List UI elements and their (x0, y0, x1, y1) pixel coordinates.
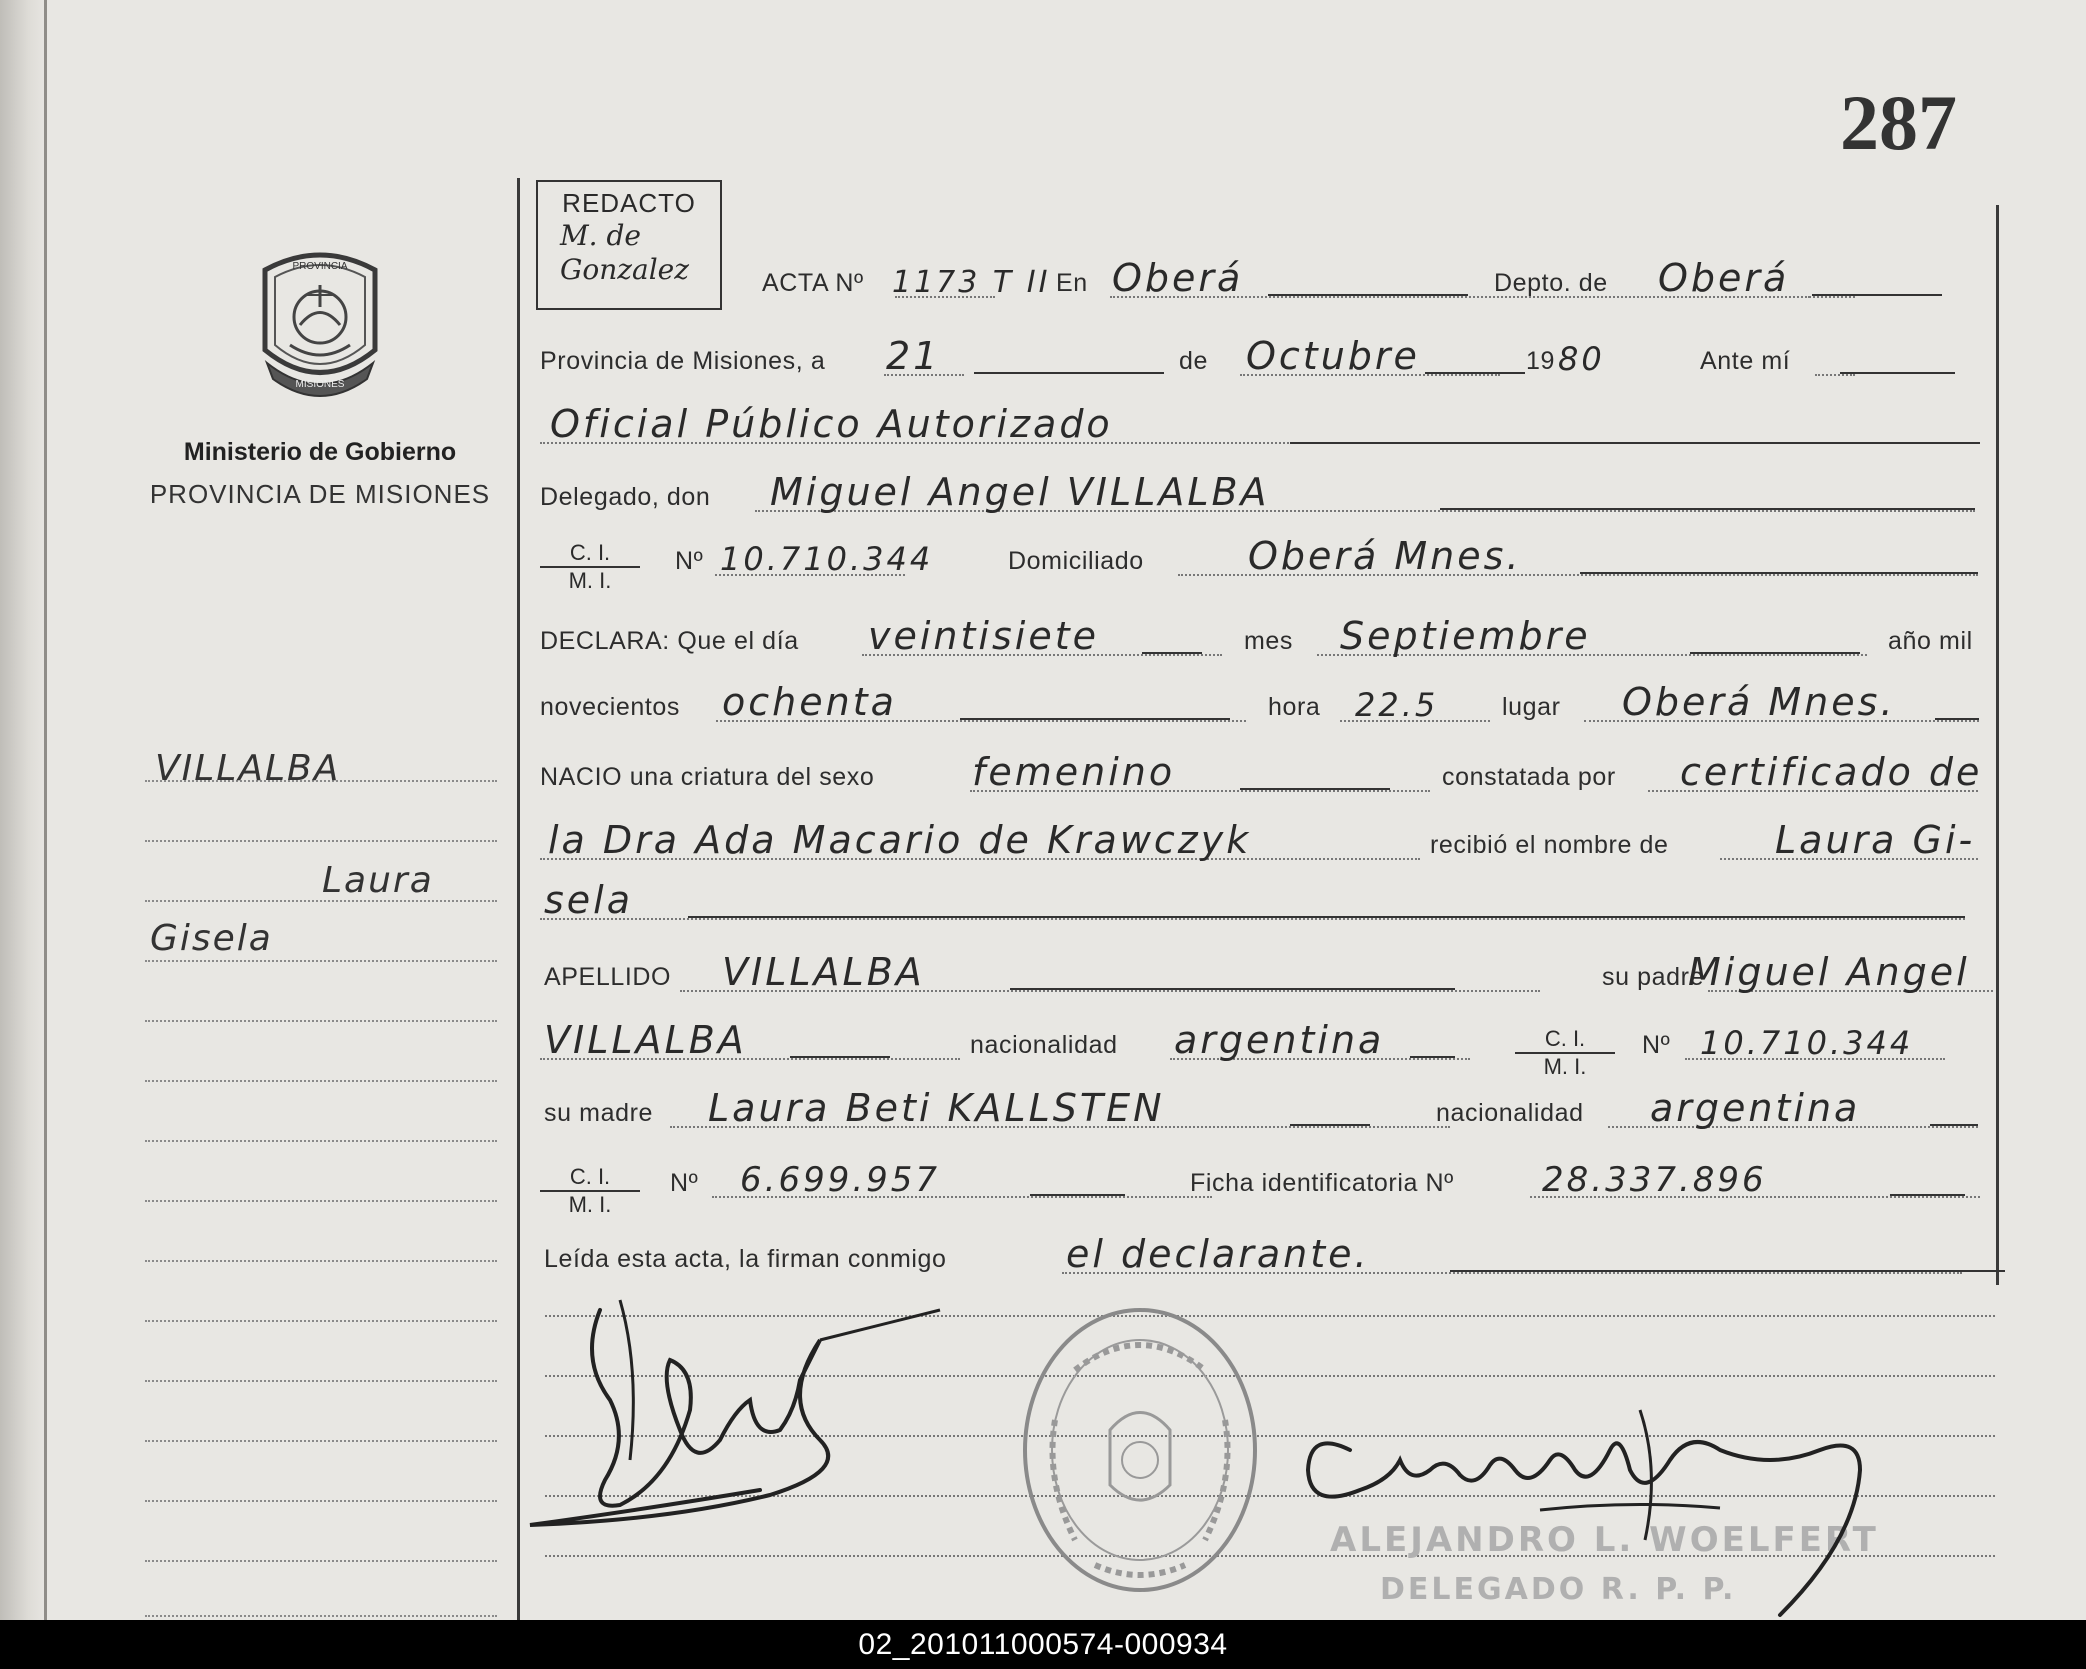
row-padre (540, 1006, 2000, 1079)
margin-line (145, 900, 497, 902)
margin-line (145, 1615, 497, 1617)
sexo-value: femenino (972, 750, 1176, 794)
declara-dia: veintisiete (868, 614, 1099, 658)
oficial-value: Oficial Público Autorizado (550, 402, 1113, 446)
padre-value-1: Miguel Angel (1688, 950, 1970, 994)
apellido-label: APELLIDO (544, 963, 672, 991)
en-value: Oberá (1112, 256, 1244, 300)
ci-label: C. I. (540, 540, 640, 568)
margin-line (145, 1560, 497, 1562)
madre-no-label: Nº (670, 1169, 699, 1197)
domicilio-line (1580, 572, 1978, 574)
padre2-line (790, 1056, 890, 1058)
nombre-value-2: sela (544, 878, 634, 922)
de-label: de (1179, 347, 1209, 375)
ante-dots (1815, 374, 1855, 376)
ci-mi-fraction (540, 540, 640, 594)
row-novecientos (540, 668, 2000, 728)
madre-nacionalidad-label: nacionalidad (1436, 1099, 1584, 1127)
apellido-line (1010, 988, 1455, 990)
hora-label: hora (1268, 693, 1321, 721)
nombre2-dots (540, 918, 1965, 920)
margin-line (145, 960, 497, 962)
declara-label: DECLARA: Que el día (540, 627, 799, 655)
hora-value: 22.5 (1355, 686, 1439, 724)
padre-ci-mi-fraction (1515, 1026, 1615, 1080)
seal-bottom-text: MISIONES (295, 379, 345, 390)
padre-value-2: VILLALBA (544, 1018, 747, 1062)
depto-line (1812, 294, 1942, 296)
seal-top-text: PROVINCIA (292, 261, 348, 272)
sexo-line (1240, 788, 1390, 790)
registry-stamp-icon (1015, 1300, 1265, 1600)
leida-line (1450, 1270, 2005, 1272)
delegado-line (1440, 508, 1975, 510)
mes-label: mes (1244, 627, 1294, 655)
novecientos-value: ochenta (722, 680, 897, 724)
ministry-name: Ministerio de Gobierno (183, 438, 457, 466)
folio-number: 287 (1840, 79, 1957, 166)
constatada-value-2: la Dra Ada Macario de Krawczyk (548, 818, 1252, 862)
year-prefix: 19 (1526, 347, 1556, 375)
domiciliado-label: Domiciliado (1008, 547, 1144, 575)
domicilio-value: Oberá Mnes. (1248, 534, 1522, 578)
margin-surname: VILLALBA (155, 748, 341, 789)
row-fecha (540, 322, 2000, 382)
en-label: En (1056, 269, 1088, 297)
acta-label: ACTA Nº (762, 269, 864, 297)
madre-nac-line (1930, 1124, 1978, 1126)
provincia-label: Provincia de Misiones, a (540, 347, 826, 375)
row-nombre (540, 866, 2000, 926)
su-madre-label: su madre (544, 1099, 654, 1127)
lugar-label: lugar (1502, 693, 1561, 721)
redacto-signature-line2: Gonzalez (560, 253, 689, 286)
province-name: PROVINCIA DE MISIONES (149, 479, 491, 509)
stamp-title: DELEGADO R. P. P. (1380, 1572, 1737, 1607)
province-seal-icon (245, 245, 395, 405)
mi-label: M. I. (568, 568, 612, 593)
margin-first-name: Laura (322, 860, 434, 901)
ano-mil-label: año mil (1888, 627, 1973, 655)
madre-nacionalidad: argentina (1650, 1086, 1861, 1130)
padre-no-label: Nº (1642, 1031, 1671, 1059)
firman-value: el declarante. (1066, 1232, 1370, 1276)
leida-label: Leída esta acta, la firman conmigo (544, 1245, 947, 1273)
padre-mi-label: M. I. (1543, 1054, 1587, 1079)
padre-ci-label: C. I. (1515, 1026, 1615, 1054)
row-nacio (540, 738, 2000, 798)
mes-line (1690, 652, 1860, 654)
madre-line (1290, 1124, 1370, 1126)
month-line (1425, 372, 1525, 374)
row-leida (540, 1220, 2000, 1280)
padre-nacionalidad-label: nacionalidad (970, 1031, 1118, 1059)
binding-shadow (0, 0, 48, 1620)
madre-mi-label: M. I. (568, 1192, 612, 1217)
margin-line (145, 1200, 497, 1202)
binding-edge (44, 0, 47, 1620)
madre-ci-line (1030, 1194, 1125, 1196)
en-line (1268, 294, 1468, 296)
row-declara (540, 602, 2000, 662)
margin-line (145, 1500, 497, 1502)
row-ci-delegado (540, 522, 2000, 593)
ante-line (1840, 372, 1955, 374)
row-certificado (540, 806, 2000, 866)
madre-ci-mi-fraction (540, 1164, 640, 1218)
row-madre-ci (540, 1144, 2000, 1217)
declara-mes: Septiembre (1340, 614, 1591, 658)
no-label: Nº (675, 547, 704, 575)
nacio-label: NACIO una criatura del sexo (540, 763, 875, 791)
lugar-line (1935, 718, 1979, 720)
nombre2-line (688, 916, 1965, 918)
novecientos-label: novecientos (540, 693, 681, 721)
su-padre-label: su padre (1602, 963, 1705, 991)
row-acta (540, 244, 2000, 304)
padre-nac-line (1410, 1056, 1455, 1058)
margin-line (145, 1380, 497, 1382)
margin-line (145, 1080, 497, 1082)
recibio-label: recibió el nombre de (1430, 831, 1669, 859)
margin-line (145, 1320, 497, 1322)
day-line (974, 372, 1164, 374)
ministry-heading (120, 438, 520, 510)
month-value: Octubre (1246, 334, 1420, 378)
margin-second-name: Gisela (150, 918, 273, 959)
delegado-name: Miguel Angel VILLALBA (770, 470, 1270, 514)
dia-line (1142, 652, 1202, 654)
margin-line (145, 1140, 497, 1142)
novecientos-line (960, 718, 1230, 720)
footer-bar (0, 1620, 2086, 1669)
row-apellido (540, 938, 2000, 998)
ficha-label: Ficha identificatoria Nº (1190, 1169, 1454, 1197)
delegado-label: Delegado, don (540, 483, 711, 511)
depto-label: Depto. de (1494, 269, 1608, 297)
constatada-value-1: certificado de (1680, 750, 1983, 794)
ficha-line (1890, 1194, 1965, 1196)
officer-signature (1300, 1390, 1880, 1620)
madre-ci-value: 6.699.957 (740, 1160, 941, 1200)
ante-mi-label: Ante mí (1700, 347, 1791, 375)
padre-ci-value: 10.710.344 (1700, 1024, 1914, 1062)
apellido-value: VILLALBA (722, 950, 925, 994)
declarant-signature (520, 1280, 960, 1540)
redacto-signature-line1: M. de (560, 219, 641, 252)
redacto-label: REDACTO (562, 188, 696, 218)
year-suffix: 80 (1558, 340, 1605, 378)
oficial-line (1290, 442, 1980, 444)
margin-line (145, 1020, 497, 1022)
nombre-value-1: Laura Gi- (1775, 818, 1976, 862)
lugar-value: Oberá Mnes. (1622, 680, 1896, 724)
constatada-label: constatada por (1442, 763, 1616, 791)
row-madre (540, 1074, 2000, 1134)
day-value: 21 (886, 334, 941, 378)
margin-line (145, 840, 497, 842)
document-id: 02_201011000574-000934 (858, 1628, 1228, 1661)
padre-nacionalidad: argentina (1174, 1018, 1385, 1062)
row-oficial (540, 390, 2000, 450)
ficha-value: 28.337.896 (1542, 1160, 1767, 1200)
margin-line (145, 1440, 497, 1442)
acta-number: 1173 T II (892, 265, 1051, 300)
margin-line (145, 1260, 497, 1262)
madre-value: Laura Beti KALLSTEN (708, 1086, 1165, 1130)
delegado-ci: 10.710.344 (720, 540, 934, 578)
row-delegado (540, 458, 2000, 518)
depto-value: Oberá (1658, 256, 1790, 300)
madre-ci-label: C. I. (540, 1164, 640, 1192)
stamp-name: ALEJANDRO L. WOELFERT (1330, 1520, 1879, 1560)
